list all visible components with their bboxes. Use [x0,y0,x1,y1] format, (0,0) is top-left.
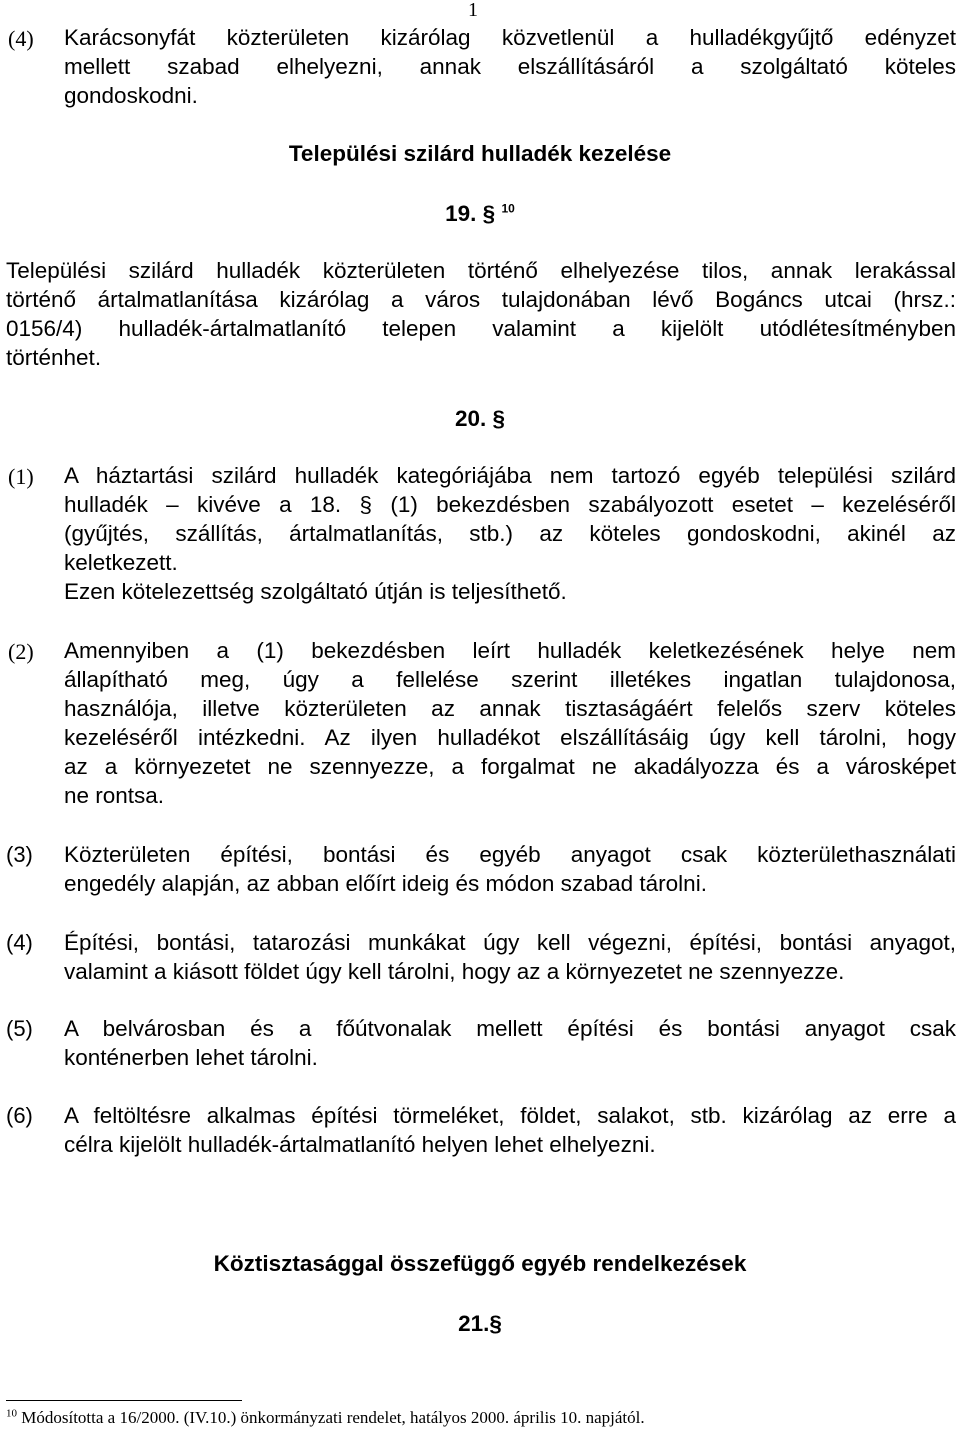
text-line: állapítható meg, úgy a fellelése szerint illetékes ingatlan tulajdonosa, [64,667,956,692]
text-line: Amennyiben a (1) bekezdésben leírt hulladék keletkezésének helye nem [64,638,956,663]
page-number: 1 [468,0,478,21]
footnote-separator [6,1400,242,1401]
text-line: Ezen kötelezettség szolgáltató útján is teljesíthető. [64,579,567,604]
text-line: Karácsonyfát közterületen kizárólag közvetlenül a hulladékgyűjtő edényzet [64,25,956,50]
text-line: hulladék – kivéve a 18. § (1) bekezdésben szabályozott esetet – kezeléséről [64,492,956,517]
text-line: (gyűjtés, szállítás, ártalmatlanítás, stb.) az köteles gondoskodni, akinél az [64,521,956,546]
text-line: Települési szilárd hulladék közterületen történő elhelyezése tilos, annak lerakással [6,258,956,283]
paragraph-number: (4) [6,930,33,955]
paragraph-number: (6) [6,1103,33,1128]
text-line: használója, illetve közterületen az annak tisztaságáért felelős szerv köteles [64,696,956,721]
footnote-reference: 10 [501,201,515,216]
text-line: történhet. [6,345,102,370]
text-line: célra kijelölt hulladék-ártalmatlanító helyen lehet elhelyezni. [64,1132,656,1157]
text-line: ne rontsa. [64,783,165,808]
text-line: gondoskodni. [64,83,198,108]
text-line: A feltöltésre alkalmas építési törmeléket, földet, salakot, stb. kizárólag az erre a [64,1103,956,1128]
text-line: 0156/4) hulladék-ártalmatlanító telepen valamint a kijelölt utódlétesítményben [6,316,956,341]
section-number: 20. § [454,406,506,431]
paragraph-number: (2) [8,639,34,664]
text-line: történő ártalmatlanítása kizárólag a város tulajdonában lévő Bogáncs utcai (hrsz.: [6,287,956,312]
section-number [0,199,960,228]
section-heading: Települési szilárd hulladék kezelése [288,141,672,166]
text-line: az a környezetet ne szennyezze, a forgalmat ne akadályozza és a városképet [64,754,956,779]
footnote [6,1406,645,1430]
section-heading: Köztisztasággal összefüggő egyéb rendelkezések [213,1251,747,1276]
footnote-mark: 10 [6,1407,17,1420]
text-line: kezeléséről intézkedni. Az ilyen hulladékot elszállításáig úgy kell tárolni, hogy [64,725,956,750]
section-number: 21.§ [458,1311,502,1336]
text-line: valamint a kiásott földet úgy kell tárolni, hogy az a környezetet ne szennyezze. [64,959,845,984]
paragraph-number: (1) [8,464,34,489]
text-line: keletkezett. [64,550,178,575]
paragraph-number: (3) [6,842,33,867]
text-line: konténerben lehet tárolni. [64,1045,318,1070]
text-line: mellett szabad elhelyezni, annak elszállításáról a szolgáltató köteles [64,54,956,79]
footnote-text: Módosította a 16/2000. (IV.10.) önkormányzati rendelet, hatályos 2000. április 10. napjától. [21,1408,645,1427]
paragraph-number: (4) [8,26,34,51]
section-label: 19. § [445,201,496,226]
text-line: A háztartási szilárd hulladék kategóriájába nem tartozó egyéb települési szilárd [64,463,956,488]
text-line: Közterületen építési, bontási és egyéb anyagot csak közterülethasználati [64,842,956,867]
text-line: A belvárosban és a főútvonalak mellett építési és bontási anyagot csak [64,1016,956,1041]
text-line: Építési, bontási, tatarozási munkákat úgy kell végezni, építési, bontási anyagot, [64,930,956,955]
text-line: engedély alapján, az abban előírt ideig és módon szabad tárolni. [64,871,707,896]
paragraph-number: (5) [6,1016,33,1041]
